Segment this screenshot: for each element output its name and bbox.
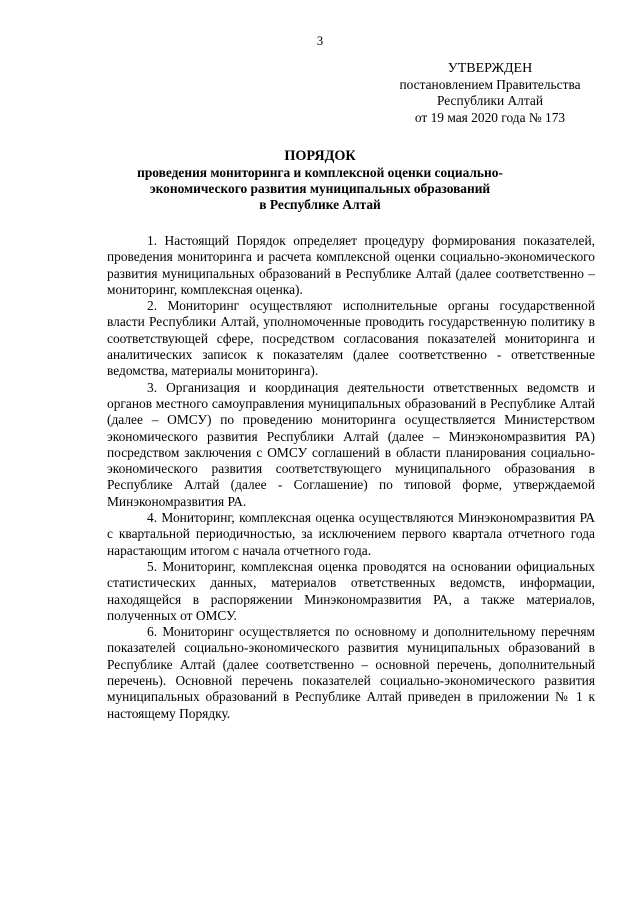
- approval-line-1: постановлением Правительства: [399, 77, 581, 93]
- approval-heading: УТВЕРЖДЕН: [447, 61, 533, 76]
- paragraph-2: 2. Мониторинг осуществляют исполнительные органы государственной власти Республики Алтай, уполномоченные проводить государственную политику в соответствующей сфере, посредством согласования показателей мониторинга и аналитических записок к показателям (далее соответственно - ответственные ведомства, материалы мониторинга).: [107, 298, 595, 379]
- approval-line-2: Республики Алтай: [436, 93, 543, 109]
- approval-line-3: от 19 мая 2020 года № 173: [414, 109, 566, 125]
- title-subline-3: в Республике Алтай: [259, 197, 381, 212]
- document-body: [107, 233, 595, 722]
- paragraph-6: 6. Мониторинг осуществляется по основному и дополнительному перечням показателей социально-экономического развития муниципальных образований в Республике Алтай (далее соответственно – основной перечень, дополнительный перечень). Основной перечень показателей социально-экономического развития муниципальных образований в Республике Алтай приведен в приложении № 1 к настоящему Порядку.: [107, 624, 595, 721]
- approval-block: [360, 61, 620, 126]
- page-number: 3: [316, 34, 324, 48]
- paragraph-5: 5. Мониторинг, комплексная оценка проводятся на основании официальных статистических данных, материалов ответственных ведомств, информации, находящейся в распоряжении Минэкономразвития РА, а также материалов, полученных от ОМСУ.: [107, 558, 595, 623]
- document-title: [0, 148, 640, 213]
- paragraph-4: 4. Мониторинг, комплексная оценка осуществляются Минэкономразвития РА с квартальной периодичностью, за исключением первого квартала отчетного года нарастающим итогом с начала отчетного года.: [107, 510, 595, 558]
- paragraph-1: 1. Настоящий Порядок определяет процедуру формирования показателей, проведения мониторинга и расчета комплексной оценки социально-экономического развития муниципальных образований в Республике Алтай (далее соответственно – мониторинг, комплексная оценка).: [107, 233, 595, 297]
- title-subline-2: экономического развития муниципальных образований: [149, 181, 491, 196]
- paragraph-3: 3. Организация и координация деятельности ответственных ведомств и органов местного самоуправления муниципальных образований в Республике Алтай (далее – ОМСУ) по проведению мониторинга осуществляется Министерством экономического развития Республики Алтай (далее – Минэкономразвития РА) посредством заключения с ОМСУ соглашений в области планирования социально-экономического развития соответствующего муниципального образования в Республике Алтай (далее - Соглашение) по типовой форме, утверждаемой Минэкономразвития РА.: [107, 379, 595, 509]
- title-subline-1: проведения мониторинга и комплексной оценки социально-: [137, 165, 503, 180]
- title-main: ПОРЯДОК: [284, 148, 356, 164]
